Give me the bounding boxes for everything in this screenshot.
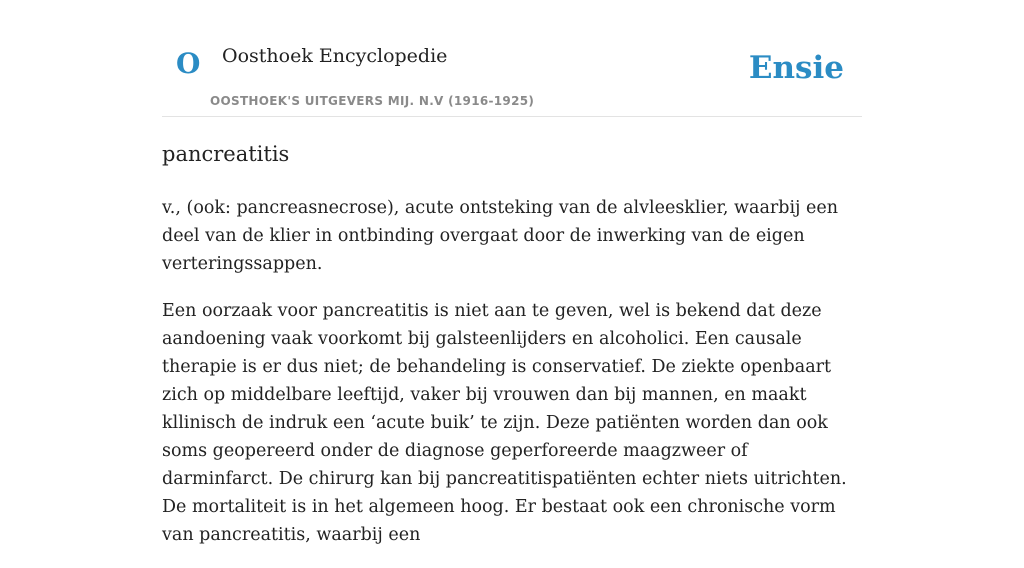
source-title-link[interactable]: Oosthoek Encyclopedie: [222, 45, 448, 67]
source-header: [162, 0, 862, 117]
entry-title: pancreatitis: [162, 142, 290, 166]
ensie-logo-link[interactable]: Ensie: [748, 50, 844, 86]
publisher-label: OOSTHOEK'S UITGEVERS MIJ. N.V (1916-1925): [210, 94, 535, 108]
entry-paragraph-2: Een oorzaak voor pancreatitis is niet aan te geven, wel is bekend dat deze aandoening vaak voorkomt bij galsteenlijders en alcoholici. Een causale therapie is er dus niet; de behandeling is conservatief. De ziekte openbaart zich op middelbare leeftijd, vaker bij vrouwen dan bij mannen, en maakt kllinisch de indruk een ‘acute buik’ te zijn. Deze patiënten worden dan ook soms geopereerd onder de diagnose geperforeerde maagzweer of darminfarct. De chirurg kan bij pancreatitispatiënten echter niets uitrichten. De mortaliteit is in het algemeen hoog. Er bestaat ook een chronische vorm van pancreatitis, waarbij een: [162, 301, 847, 545]
entry-content: [162, 138, 862, 568]
entry-paragraph-1: v., (ook: pancreasnecrose), acute ontsteking van de alvleesklier, waarbij een deel van de klier in ontbinding overgaat door de inwerking van de eigen verteringssappen.: [162, 198, 839, 274]
source-logo[interactable]: O: [176, 47, 201, 80]
